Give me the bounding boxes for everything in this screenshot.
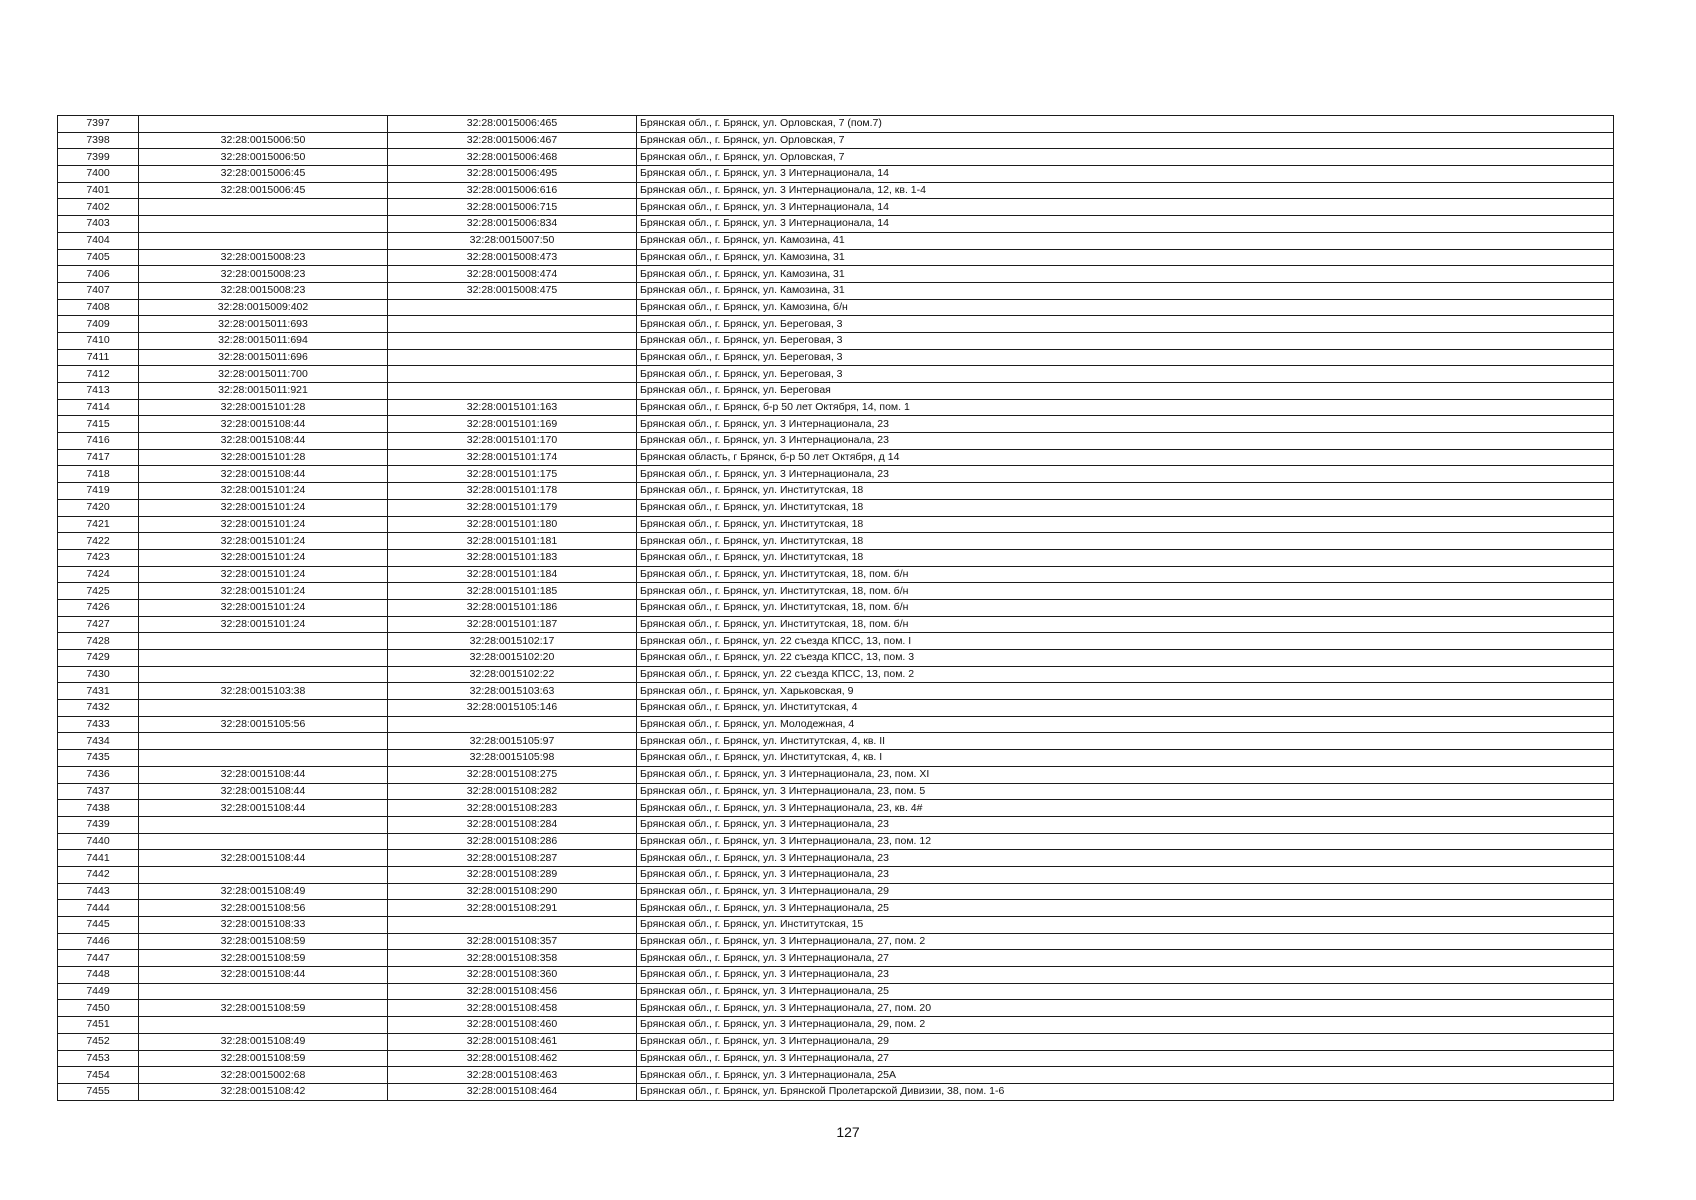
page-number: 127 — [836, 1124, 860, 1140]
address-cell: Брянская обл., г. Брянск, ул. 3 Интернационала, 29 — [637, 883, 1614, 900]
object-cadastral-number-cell — [388, 716, 637, 733]
table-row — [58, 166, 1614, 183]
row-number-cell: 7426 — [58, 599, 139, 616]
table-row — [58, 316, 1614, 333]
row-number-cell: 7400 — [58, 166, 139, 183]
object-cadastral-number-cell: 32:28:0015101:185 — [388, 583, 637, 600]
table-row — [58, 1017, 1614, 1034]
parcel-cadastral-number-cell — [139, 866, 388, 883]
object-cadastral-number-cell: 32:28:0015105:146 — [388, 700, 637, 717]
row-number-cell: 7442 — [58, 866, 139, 883]
object-cadastral-number-cell: 32:28:0015108:358 — [388, 950, 637, 967]
parcel-cadastral-number-cell: 32:28:0015108:56 — [139, 900, 388, 917]
object-cadastral-number-cell: 32:28:0015108:275 — [388, 766, 637, 783]
parcel-cadastral-number-cell: 32:28:0015108:44 — [139, 783, 388, 800]
object-cadastral-number-cell — [388, 332, 637, 349]
address-cell: Брянская обл., г. Брянск, ул. 3 Интернационала, 29, пом. 2 — [637, 1017, 1614, 1034]
table-row — [58, 366, 1614, 383]
row-number-cell: 7452 — [58, 1033, 139, 1050]
row-number-cell: 7440 — [58, 833, 139, 850]
parcel-cadastral-number-cell: 32:28:0015108:59 — [139, 1050, 388, 1067]
address-cell: Брянская обл., г. Брянск, ул. Институтская, 4, кв. I — [637, 750, 1614, 767]
address-cell: Брянская обл., г. Брянск, ул. Камозина, 31 — [637, 266, 1614, 283]
table-row — [58, 149, 1614, 166]
table-row — [58, 866, 1614, 883]
row-number-cell: 7455 — [58, 1083, 139, 1100]
row-number-cell: 7446 — [58, 933, 139, 950]
row-number-cell: 7439 — [58, 816, 139, 833]
row-number-cell: 7437 — [58, 783, 139, 800]
parcel-cadastral-number-cell: 32:28:0015108:44 — [139, 466, 388, 483]
address-cell: Брянская обл., г. Брянск, ул. Камозина, 31 — [637, 249, 1614, 266]
table-row — [58, 483, 1614, 500]
row-number-cell: 7406 — [58, 266, 139, 283]
row-number-cell: 7397 — [58, 116, 139, 133]
row-number-cell: 7423 — [58, 549, 139, 566]
address-cell: Брянская обл., г. Брянск, ул. 3 Интернационала, 14 — [637, 199, 1614, 216]
object-cadastral-number-cell: 32:28:0015008:473 — [388, 249, 637, 266]
table-row — [58, 1083, 1614, 1100]
address-cell: Брянская обл., г. Брянск, ул. Институтская, 18, пом. б/н — [637, 583, 1614, 600]
row-number-cell: 7403 — [58, 216, 139, 233]
table-row — [58, 816, 1614, 833]
table-row — [58, 433, 1614, 450]
row-number-cell: 7416 — [58, 433, 139, 450]
parcel-cadastral-number-cell: 32:28:0015101:24 — [139, 533, 388, 550]
address-cell: Брянская обл., г. Брянск, ул. Институтская, 18 — [637, 533, 1614, 550]
parcel-cadastral-number-cell — [139, 983, 388, 1000]
table-row — [58, 583, 1614, 600]
row-number-cell: 7405 — [58, 249, 139, 266]
row-number-cell: 7433 — [58, 716, 139, 733]
row-number-cell: 7421 — [58, 516, 139, 533]
address-cell: Брянская обл., г. Брянск, ул. Институтская, 4, кв. II — [637, 733, 1614, 750]
object-cadastral-number-cell: 32:28:0015101:180 — [388, 516, 637, 533]
table-row — [58, 917, 1614, 934]
table-row — [58, 1067, 1614, 1084]
address-cell: Брянская обл., г. Брянск, ул. Институтская, 18 — [637, 499, 1614, 516]
parcel-cadastral-number-cell — [139, 650, 388, 667]
table-row — [58, 499, 1614, 516]
parcel-cadastral-number-cell — [139, 750, 388, 767]
object-cadastral-number-cell: 32:28:0015101:181 — [388, 533, 637, 550]
row-number-cell: 7435 — [58, 750, 139, 767]
object-cadastral-number-cell: 32:28:0015108:463 — [388, 1067, 637, 1084]
object-cadastral-number-cell: 32:28:0015108:282 — [388, 783, 637, 800]
parcel-cadastral-number-cell — [139, 666, 388, 683]
object-cadastral-number-cell: 32:28:0015108:456 — [388, 983, 637, 1000]
parcel-cadastral-number-cell: 32:28:0015101:24 — [139, 583, 388, 600]
address-cell: Брянская обл., г. Брянск, ул. 22 съезда КПСС, 13, пом. 3 — [637, 650, 1614, 667]
parcel-cadastral-number-cell — [139, 116, 388, 133]
object-cadastral-number-cell: 32:28:0015006:467 — [388, 132, 637, 149]
row-number-cell: 7417 — [58, 449, 139, 466]
row-number-cell: 7429 — [58, 650, 139, 667]
registry-table — [57, 115, 1614, 1101]
row-number-cell: 7399 — [58, 149, 139, 166]
object-cadastral-number-cell: 32:28:0015105:98 — [388, 750, 637, 767]
row-number-cell: 7412 — [58, 366, 139, 383]
object-cadastral-number-cell: 32:28:0015108:461 — [388, 1033, 637, 1050]
address-cell: Брянская обл., г. Брянск, ул. 3 Интернационала, 27 — [637, 950, 1614, 967]
row-number-cell: 7404 — [58, 232, 139, 249]
object-cadastral-number-cell: 32:28:0015102:22 — [388, 666, 637, 683]
table-row — [58, 466, 1614, 483]
row-number-cell: 7434 — [58, 733, 139, 750]
object-cadastral-number-cell: 32:28:0015008:475 — [388, 282, 637, 299]
address-cell: Брянская обл., г. Брянск, ул. 3 Интернационала, 23, кв. 4# — [637, 800, 1614, 817]
address-cell: Брянская обл., г. Брянск, ул. Институтская, 18, пом. б/н — [637, 616, 1614, 633]
table-row — [58, 1000, 1614, 1017]
table-row — [58, 1033, 1614, 1050]
object-cadastral-number-cell: 32:28:0015108:357 — [388, 933, 637, 950]
parcel-cadastral-number-cell: 32:28:0015108:44 — [139, 800, 388, 817]
table-row — [58, 1050, 1614, 1067]
table-row — [58, 750, 1614, 767]
table-row — [58, 733, 1614, 750]
parcel-cadastral-number-cell — [139, 700, 388, 717]
row-number-cell: 7451 — [58, 1017, 139, 1034]
address-cell: Брянская обл., г. Брянск, ул. 3 Интернационала, 25 — [637, 983, 1614, 1000]
parcel-cadastral-number-cell: 32:28:0015108:44 — [139, 416, 388, 433]
table-row — [58, 416, 1614, 433]
address-cell: Брянская обл., г. Брянск, ул. 3 Интернационала, 23, пом. 5 — [637, 783, 1614, 800]
row-number-cell: 7427 — [58, 616, 139, 633]
parcel-cadastral-number-cell: 32:28:0015108:49 — [139, 883, 388, 900]
row-number-cell: 7444 — [58, 900, 139, 917]
parcel-cadastral-number-cell: 32:28:0015006:45 — [139, 182, 388, 199]
object-cadastral-number-cell — [388, 316, 637, 333]
object-cadastral-number-cell: 32:28:0015103:63 — [388, 683, 637, 700]
table-row — [58, 666, 1614, 683]
object-cadastral-number-cell: 32:28:0015101:179 — [388, 499, 637, 516]
row-number-cell: 7410 — [58, 332, 139, 349]
row-number-cell: 7436 — [58, 766, 139, 783]
table-row — [58, 616, 1614, 633]
object-cadastral-number-cell: 32:28:0015108:286 — [388, 833, 637, 850]
parcel-cadastral-number-cell: 32:28:0015108:44 — [139, 967, 388, 984]
address-cell: Брянская обл., г. Брянск, ул. Институтская, 4 — [637, 700, 1614, 717]
object-cadastral-number-cell — [388, 917, 637, 934]
address-cell: Брянская обл., г. Брянск, ул. 3 Интернационала, 14 — [637, 166, 1614, 183]
parcel-cadastral-number-cell: 32:28:0015011:696 — [139, 349, 388, 366]
row-number-cell: 7438 — [58, 800, 139, 817]
address-cell: Брянская обл., г. Брянск, ул. Институтская, 18 — [637, 516, 1614, 533]
parcel-cadastral-number-cell — [139, 733, 388, 750]
parcel-cadastral-number-cell: 32:28:0015108:42 — [139, 1083, 388, 1100]
parcel-cadastral-number-cell — [139, 232, 388, 249]
object-cadastral-number-cell: 32:28:0015006:468 — [388, 149, 637, 166]
row-number-cell: 7428 — [58, 633, 139, 650]
row-number-cell: 7453 — [58, 1050, 139, 1067]
table-row — [58, 132, 1614, 149]
table-row — [58, 516, 1614, 533]
address-cell: Брянская обл., г. Брянск, ул. 3 Интернационала, 25А — [637, 1067, 1614, 1084]
parcel-cadastral-number-cell: 32:28:0015101:24 — [139, 516, 388, 533]
address-cell: Брянская обл., г. Брянск, ул. Орловская, 7 — [637, 132, 1614, 149]
object-cadastral-number-cell: 32:28:0015108:458 — [388, 1000, 637, 1017]
object-cadastral-number-cell: 32:28:0015101:178 — [388, 483, 637, 500]
table-row — [58, 800, 1614, 817]
parcel-cadastral-number-cell: 32:28:0015108:33 — [139, 917, 388, 934]
table-row — [58, 349, 1614, 366]
row-number-cell: 7447 — [58, 950, 139, 967]
table-row — [58, 299, 1614, 316]
object-cadastral-number-cell: 32:28:0015101:163 — [388, 399, 637, 416]
row-number-cell: 7431 — [58, 683, 139, 700]
parcel-cadastral-number-cell: 32:28:0015011:700 — [139, 366, 388, 383]
address-cell: Брянская обл., г. Брянск, ул. Институтская, 18, пом. б/н — [637, 599, 1614, 616]
row-number-cell: 7401 — [58, 182, 139, 199]
row-number-cell: 7445 — [58, 917, 139, 934]
parcel-cadastral-number-cell: 32:28:0015101:24 — [139, 483, 388, 500]
object-cadastral-number-cell: 32:28:0015006:715 — [388, 199, 637, 216]
table-row — [58, 633, 1614, 650]
address-cell: Брянская обл., г. Брянск, ул. Институтская, 15 — [637, 917, 1614, 934]
parcel-cadastral-number-cell: 32:28:0015108:49 — [139, 1033, 388, 1050]
object-cadastral-number-cell: 32:28:0015101:175 — [388, 466, 637, 483]
address-cell: Брянская обл., г. Брянск, ул. Молодежная, 4 — [637, 716, 1614, 733]
row-number-cell: 7432 — [58, 700, 139, 717]
object-cadastral-number-cell: 32:28:0015108:287 — [388, 850, 637, 867]
address-cell: Брянская обл., г. Брянск, ул. Орловская, 7 (пом.7) — [637, 116, 1614, 133]
object-cadastral-number-cell: 32:28:0015006:465 — [388, 116, 637, 133]
address-cell: Брянская обл., г. Брянск, ул. 3 Интернационала, 27, пом. 20 — [637, 1000, 1614, 1017]
table-row — [58, 833, 1614, 850]
row-number-cell: 7425 — [58, 583, 139, 600]
object-cadastral-number-cell — [388, 299, 637, 316]
table-row — [58, 850, 1614, 867]
row-number-cell: 7407 — [58, 282, 139, 299]
object-cadastral-number-cell: 32:28:0015101:174 — [388, 449, 637, 466]
parcel-cadastral-number-cell: 32:28:0015108:59 — [139, 1000, 388, 1017]
parcel-cadastral-number-cell — [139, 1017, 388, 1034]
object-cadastral-number-cell: 32:28:0015108:290 — [388, 883, 637, 900]
parcel-cadastral-number-cell: 32:28:0015011:693 — [139, 316, 388, 333]
address-cell: Брянская обл., г. Брянск, б-р 50 лет Октября, 14, пом. 1 — [637, 399, 1614, 416]
row-number-cell: 7413 — [58, 383, 139, 400]
parcel-cadastral-number-cell: 32:28:0015101:24 — [139, 599, 388, 616]
address-cell: Брянская обл., г. Брянск, ул. 3 Интернационала, 29 — [637, 1033, 1614, 1050]
row-number-cell: 7454 — [58, 1067, 139, 1084]
parcel-cadastral-number-cell: 32:28:0015101:24 — [139, 549, 388, 566]
address-cell: Брянская обл., г. Брянск, ул. 3 Интернационала, 23 — [637, 850, 1614, 867]
row-number-cell: 7409 — [58, 316, 139, 333]
object-cadastral-number-cell: 32:28:0015108:289 — [388, 866, 637, 883]
parcel-cadastral-number-cell: 32:28:0015008:23 — [139, 249, 388, 266]
address-cell: Брянская обл., г. Брянск, ул. Институтская, 18 — [637, 483, 1614, 500]
parcel-cadastral-number-cell — [139, 633, 388, 650]
table-row — [58, 449, 1614, 466]
object-cadastral-number-cell: 32:28:0015101:187 — [388, 616, 637, 633]
object-cadastral-number-cell: 32:28:0015007:50 — [388, 232, 637, 249]
table-row — [58, 967, 1614, 984]
parcel-cadastral-number-cell: 32:28:0015008:23 — [139, 282, 388, 299]
object-cadastral-number-cell: 32:28:0015108:291 — [388, 900, 637, 917]
registry-table-body — [58, 116, 1614, 1101]
parcel-cadastral-number-cell: 32:28:0015011:921 — [139, 383, 388, 400]
address-cell: Брянская обл., г. Брянск, ул. Камозина, 41 — [637, 232, 1614, 249]
address-cell: Брянская обл., г. Брянск, ул. 3 Интернационала, 27 — [637, 1050, 1614, 1067]
address-cell: Брянская обл., г. Брянск, ул. 3 Интернационала, 23 — [637, 466, 1614, 483]
object-cadastral-number-cell: 32:28:0015102:20 — [388, 650, 637, 667]
table-row — [58, 716, 1614, 733]
parcel-cadastral-number-cell: 32:28:0015105:56 — [139, 716, 388, 733]
address-cell: Брянская обл., г. Брянск, ул. 22 съезда КПСС, 13, пом. 2 — [637, 666, 1614, 683]
address-cell: Брянская обл., г. Брянск, ул. 3 Интернационала, 14 — [637, 216, 1614, 233]
parcel-cadastral-number-cell: 32:28:0015101:28 — [139, 449, 388, 466]
address-cell: Брянская обл., г. Брянск, ул. 22 съезда КПСС, 13, пом. I — [637, 633, 1614, 650]
address-cell: Брянская обл., г. Брянск, ул. Брянской Пролетарской Дивизии, 38, пом. 1-6 — [637, 1083, 1614, 1100]
parcel-cadastral-number-cell: 32:28:0015101:24 — [139, 616, 388, 633]
table-row — [58, 383, 1614, 400]
table-row — [58, 900, 1614, 917]
parcel-cadastral-number-cell: 32:28:0015008:23 — [139, 266, 388, 283]
object-cadastral-number-cell: 32:28:0015006:495 — [388, 166, 637, 183]
address-cell: Брянская обл., г. Брянск, ул. 3 Интернационала, 23, пом. 12 — [637, 833, 1614, 850]
table-row — [58, 182, 1614, 199]
address-cell: Брянская обл., г. Брянск, ул. Институтская, 18, пом. б/н — [637, 566, 1614, 583]
table-row — [58, 683, 1614, 700]
address-cell: Брянская обл., г. Брянск, ул. Береговая, 3 — [637, 332, 1614, 349]
row-number-cell: 7420 — [58, 499, 139, 516]
address-cell: Брянская область, г Брянск, б-р 50 лет Октября, д 14 — [637, 449, 1614, 466]
row-number-cell: 7398 — [58, 132, 139, 149]
address-cell: Брянская обл., г. Брянск, ул. Береговая, 3 — [637, 349, 1614, 366]
object-cadastral-number-cell: 32:28:0015105:97 — [388, 733, 637, 750]
table-row — [58, 549, 1614, 566]
table-row — [58, 232, 1614, 249]
parcel-cadastral-number-cell: 32:28:0015103:38 — [139, 683, 388, 700]
row-number-cell: 7402 — [58, 199, 139, 216]
object-cadastral-number-cell: 32:28:0015101:169 — [388, 416, 637, 433]
object-cadastral-number-cell: 32:28:0015006:834 — [388, 216, 637, 233]
object-cadastral-number-cell — [388, 383, 637, 400]
parcel-cadastral-number-cell — [139, 199, 388, 216]
address-cell: Брянская обл., г. Брянск, ул. Орловская, 7 — [637, 149, 1614, 166]
table-row — [58, 116, 1614, 133]
address-cell: Брянская обл., г. Брянск, ул. 3 Интернационала, 27, пом. 2 — [637, 933, 1614, 950]
address-cell: Брянская обл., г. Брянск, ул. Камозина, 31 — [637, 282, 1614, 299]
row-number-cell: 7448 — [58, 967, 139, 984]
parcel-cadastral-number-cell: 32:28:0015006:45 — [139, 166, 388, 183]
object-cadastral-number-cell: 32:28:0015101:170 — [388, 433, 637, 450]
table-row — [58, 266, 1614, 283]
object-cadastral-number-cell: 32:28:0015101:184 — [388, 566, 637, 583]
table-row — [58, 983, 1614, 1000]
object-cadastral-number-cell: 32:28:0015101:186 — [388, 599, 637, 616]
parcel-cadastral-number-cell: 32:28:0015108:44 — [139, 433, 388, 450]
row-number-cell: 7430 — [58, 666, 139, 683]
object-cadastral-number-cell: 32:28:0015006:616 — [388, 182, 637, 199]
object-cadastral-number-cell: 32:28:0015108:462 — [388, 1050, 637, 1067]
table-row — [58, 599, 1614, 616]
parcel-cadastral-number-cell — [139, 216, 388, 233]
row-number-cell: 7422 — [58, 533, 139, 550]
address-cell: Брянская обл., г. Брянск, ул. Институтская, 18 — [637, 549, 1614, 566]
address-cell: Брянская обл., г. Брянск, ул. 3 Интернационала, 25 — [637, 900, 1614, 917]
address-cell: Брянская обл., г. Брянск, ул. 3 Интернационала, 23 — [637, 816, 1614, 833]
row-number-cell: 7449 — [58, 983, 139, 1000]
table-row — [58, 933, 1614, 950]
row-number-cell: 7441 — [58, 850, 139, 867]
address-cell: Брянская обл., г. Брянск, ул. Береговая, 3 — [637, 366, 1614, 383]
parcel-cadastral-number-cell: 32:28:0015101:28 — [139, 399, 388, 416]
table-row — [58, 883, 1614, 900]
table-row — [58, 766, 1614, 783]
row-number-cell: 7443 — [58, 883, 139, 900]
object-cadastral-number-cell: 32:28:0015108:460 — [388, 1017, 637, 1034]
row-number-cell: 7424 — [58, 566, 139, 583]
address-cell: Брянская обл., г. Брянск, ул. 3 Интернационала, 23, пом. XI — [637, 766, 1614, 783]
row-number-cell: 7408 — [58, 299, 139, 316]
object-cadastral-number-cell: 32:28:0015102:17 — [388, 633, 637, 650]
address-cell: Брянская обл., г. Брянск, ул. 3 Интернационала, 23 — [637, 416, 1614, 433]
table-row — [58, 399, 1614, 416]
address-cell: Брянская обл., г. Брянск, ул. 3 Интернационала, 12, кв. 1-4 — [637, 182, 1614, 199]
row-number-cell: 7419 — [58, 483, 139, 500]
table-row — [58, 282, 1614, 299]
object-cadastral-number-cell: 32:28:0015008:474 — [388, 266, 637, 283]
parcel-cadastral-number-cell: 32:28:0015108:44 — [139, 766, 388, 783]
object-cadastral-number-cell: 32:28:0015108:284 — [388, 816, 637, 833]
row-number-cell: 7418 — [58, 466, 139, 483]
row-number-cell: 7411 — [58, 349, 139, 366]
parcel-cadastral-number-cell: 32:28:0015006:50 — [139, 132, 388, 149]
address-cell: Брянская обл., г. Брянск, ул. 3 Интернационала, 23 — [637, 433, 1614, 450]
table-row — [58, 332, 1614, 349]
address-cell: Брянская обл., г. Брянск, ул. Камозина, б/н — [637, 299, 1614, 316]
row-number-cell: 7414 — [58, 399, 139, 416]
object-cadastral-number-cell: 32:28:0015108:360 — [388, 967, 637, 984]
row-number-cell: 7415 — [58, 416, 139, 433]
table-row — [58, 216, 1614, 233]
table-row — [58, 199, 1614, 216]
row-number-cell: 7450 — [58, 1000, 139, 1017]
parcel-cadastral-number-cell: 32:28:0015011:694 — [139, 332, 388, 349]
object-cadastral-number-cell: 32:28:0015108:464 — [388, 1083, 637, 1100]
address-cell: Брянская обл., г. Брянск, ул. Харьковская, 9 — [637, 683, 1614, 700]
parcel-cadastral-number-cell: 32:28:0015006:50 — [139, 149, 388, 166]
parcel-cadastral-number-cell: 32:28:0015002:68 — [139, 1067, 388, 1084]
table-row — [58, 783, 1614, 800]
object-cadastral-number-cell: 32:28:0015101:183 — [388, 549, 637, 566]
table-row — [58, 566, 1614, 583]
table-row — [58, 249, 1614, 266]
parcel-cadastral-number-cell: 32:28:0015009:402 — [139, 299, 388, 316]
object-cadastral-number-cell — [388, 366, 637, 383]
table-row — [58, 700, 1614, 717]
parcel-cadastral-number-cell: 32:28:0015101:24 — [139, 566, 388, 583]
address-cell: Брянская обл., г. Брянск, ул. Береговая, 3 — [637, 316, 1614, 333]
address-cell: Брянская обл., г. Брянск, ул. 3 Интернационала, 23 — [637, 866, 1614, 883]
parcel-cadastral-number-cell: 32:28:0015108:59 — [139, 950, 388, 967]
address-cell: Брянская обл., г. Брянск, ул. Береговая — [637, 383, 1614, 400]
address-cell: Брянская обл., г. Брянск, ул. 3 Интернационала, 23 — [637, 967, 1614, 984]
parcel-cadastral-number-cell: 32:28:0015108:59 — [139, 933, 388, 950]
parcel-cadastral-number-cell — [139, 833, 388, 850]
parcel-cadastral-number-cell: 32:28:0015101:24 — [139, 499, 388, 516]
object-cadastral-number-cell: 32:28:0015108:283 — [388, 800, 637, 817]
table-row — [58, 950, 1614, 967]
object-cadastral-number-cell — [388, 349, 637, 366]
table-row — [58, 533, 1614, 550]
parcel-cadastral-number-cell: 32:28:0015108:44 — [139, 850, 388, 867]
table-row — [58, 650, 1614, 667]
parcel-cadastral-number-cell — [139, 816, 388, 833]
